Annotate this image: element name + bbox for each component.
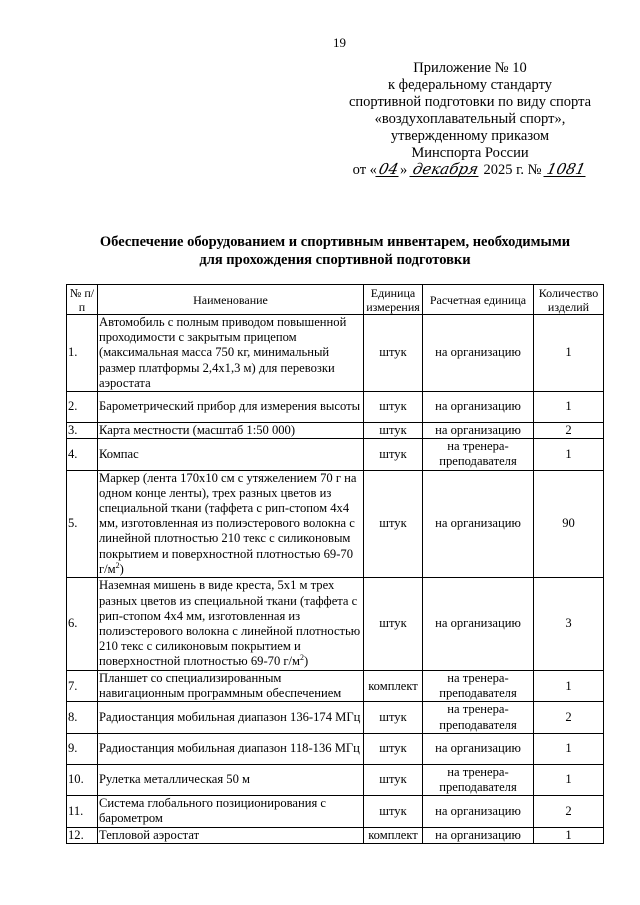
row-name: Планшет со специализированным навигационным программным обеспечением bbox=[98, 671, 364, 702]
row-num: 2. bbox=[67, 392, 98, 423]
table-row bbox=[67, 702, 604, 733]
row-calc-unit: на тренера-преподавателя bbox=[423, 764, 534, 795]
row-num: 4. bbox=[67, 439, 98, 470]
header-quantity: Количество изделий bbox=[534, 285, 604, 315]
document-title bbox=[70, 233, 600, 269]
row-num: 8. bbox=[67, 702, 98, 733]
row-unit: штук bbox=[364, 315, 423, 392]
title-line-2: для прохождения спортивной подготовки bbox=[199, 252, 471, 268]
order-year: 2025 г. № bbox=[483, 162, 542, 178]
row-name: Рулетка металлическая 50 м bbox=[98, 764, 364, 795]
appendix-line: Приложение № 10 bbox=[413, 60, 527, 76]
header-num: № п/п bbox=[67, 285, 98, 315]
row-calc-unit: на тренера-преподавателя bbox=[423, 439, 534, 470]
row-calc-unit: на организацию bbox=[423, 392, 534, 423]
row-unit: штук bbox=[364, 764, 423, 795]
table-row bbox=[67, 470, 604, 577]
row-quantity: 1 bbox=[534, 315, 604, 392]
row-calc-unit: на тренера-преподавателя bbox=[423, 671, 534, 702]
row-quantity: 1 bbox=[534, 439, 604, 470]
row-unit: штук bbox=[364, 439, 423, 470]
row-unit: штук bbox=[364, 470, 423, 577]
table-header-row bbox=[67, 285, 604, 315]
order-month-handwritten: декабря bbox=[411, 160, 480, 178]
row-num: 12. bbox=[67, 827, 98, 843]
row-quantity: 1 bbox=[534, 671, 604, 702]
row-quantity: 3 bbox=[534, 578, 604, 671]
row-unit: штук bbox=[364, 702, 423, 733]
row-name: Барометрический прибор для измерения высоты bbox=[98, 392, 364, 423]
table-row bbox=[67, 578, 604, 671]
row-quantity: 1 bbox=[534, 764, 604, 795]
row-calc-unit: на организацию bbox=[423, 423, 534, 439]
order-prefix: от « bbox=[352, 162, 377, 178]
order-day-handwritten: 04 bbox=[377, 160, 401, 178]
row-quantity: 90 bbox=[534, 470, 604, 577]
title-line-1: Обеспечение оборудованием и спортивным инвентарем, необходимыми bbox=[99, 234, 571, 250]
row-name: Компас bbox=[98, 439, 364, 470]
row-calc-unit: на организацию bbox=[423, 796, 534, 827]
row-name: Радиостанция мобильная диапазон 118-136 МГц bbox=[98, 733, 364, 764]
row-unit: штук bbox=[364, 423, 423, 439]
page-number: 19 bbox=[333, 35, 346, 50]
row-name: Радиостанция мобильная диапазон 136-174 МГц bbox=[98, 702, 364, 733]
row-num: 5. bbox=[67, 470, 98, 577]
row-num: 1. bbox=[67, 315, 98, 392]
row-num: 10. bbox=[67, 764, 98, 795]
row-name: Автомобиль с полным приводом повышенной проходимости с закрытым прицепом (максимальная масса 750 кг, минимальный размер платформы 2,4х1,3 м) для перевозки аэростата bbox=[98, 315, 364, 392]
header-unit: Единица измерения bbox=[364, 285, 423, 315]
table-row bbox=[67, 671, 604, 702]
row-calc-unit: на организацию bbox=[423, 315, 534, 392]
table-row bbox=[67, 764, 604, 795]
row-calc-unit: на организацию bbox=[423, 470, 534, 577]
superscript: 2 bbox=[300, 653, 305, 663]
row-unit: штук bbox=[364, 733, 423, 764]
row-calc-unit: на организацию bbox=[423, 578, 534, 671]
appendix-line: утвержденному приказом bbox=[390, 128, 550, 144]
row-unit: комплект bbox=[364, 827, 423, 843]
row-num: 11. bbox=[67, 796, 98, 827]
row-unit: комплект bbox=[364, 671, 423, 702]
order-date-line bbox=[340, 162, 600, 179]
row-unit: штук bbox=[364, 392, 423, 423]
row-name: Система глобального позиционирования с барометром bbox=[98, 796, 364, 827]
order-number-handwritten: 1081 bbox=[545, 160, 588, 178]
header-name: Наименование bbox=[98, 285, 364, 315]
row-calc-unit: на организацию bbox=[423, 733, 534, 764]
row-calc-unit: на организацию bbox=[423, 827, 534, 843]
appendix-line: Минспорта России bbox=[411, 145, 529, 161]
table-row bbox=[67, 439, 604, 470]
appendix-header bbox=[340, 60, 600, 179]
row-quantity: 2 bbox=[534, 423, 604, 439]
row-name: Тепловой аэростат bbox=[98, 827, 364, 843]
row-name: Карта местности (масштаб 1:50 000) bbox=[98, 423, 364, 439]
row-unit: штук bbox=[364, 796, 423, 827]
row-quantity: 2 bbox=[534, 796, 604, 827]
table-row bbox=[67, 392, 604, 423]
row-quantity: 1 bbox=[534, 827, 604, 843]
row-num: 7. bbox=[67, 671, 98, 702]
superscript: 2 bbox=[115, 560, 120, 570]
row-num: 6. bbox=[67, 578, 98, 671]
header-calc-unit: Расчетная единица bbox=[423, 285, 534, 315]
appendix-line: «воздухоплавательный спорт», bbox=[374, 111, 566, 127]
equipment-table bbox=[66, 284, 604, 844]
row-num: 9. bbox=[67, 733, 98, 764]
appendix-line: к федеральному стандарту bbox=[388, 77, 552, 93]
table-row bbox=[67, 827, 604, 843]
row-calc-unit: на тренера-преподавателя bbox=[423, 702, 534, 733]
row-quantity: 1 bbox=[534, 733, 604, 764]
row-name: Маркер (лента 170х10 см с утяжелением 70 г на одном конце ленты), трех разных цветов из специальной ткани (таффета с рип-стопом 4х4 мм, изготовленная из полиэстерового волокна с линейной плотностью 210 текс с силиконовым покрытием и поверхностной плотностью 69-70 $г/м^2$) bbox=[98, 470, 364, 577]
row-num: 3. bbox=[67, 423, 98, 439]
table-body bbox=[67, 315, 604, 844]
table-row bbox=[67, 733, 604, 764]
order-mid: » bbox=[400, 162, 408, 178]
table-row bbox=[67, 423, 604, 439]
row-unit: штук bbox=[364, 578, 423, 671]
table-row bbox=[67, 796, 604, 827]
row-quantity: 2 bbox=[534, 702, 604, 733]
row-name: Наземная мишень в виде креста, 5х1 м трех разных цветов из специальной ткани (таффета с рип-стопом 4х4 мм, изготовленная из полиэстерового волокна с линейной плотностью 210 текс с силиконовым покрытием и поверхностной плотностью 69-70 $г/м^2$) bbox=[98, 578, 364, 671]
row-quantity: 1 bbox=[534, 392, 604, 423]
table-row bbox=[67, 315, 604, 392]
appendix-line: спортивной подготовки по виду спорта bbox=[348, 94, 592, 110]
